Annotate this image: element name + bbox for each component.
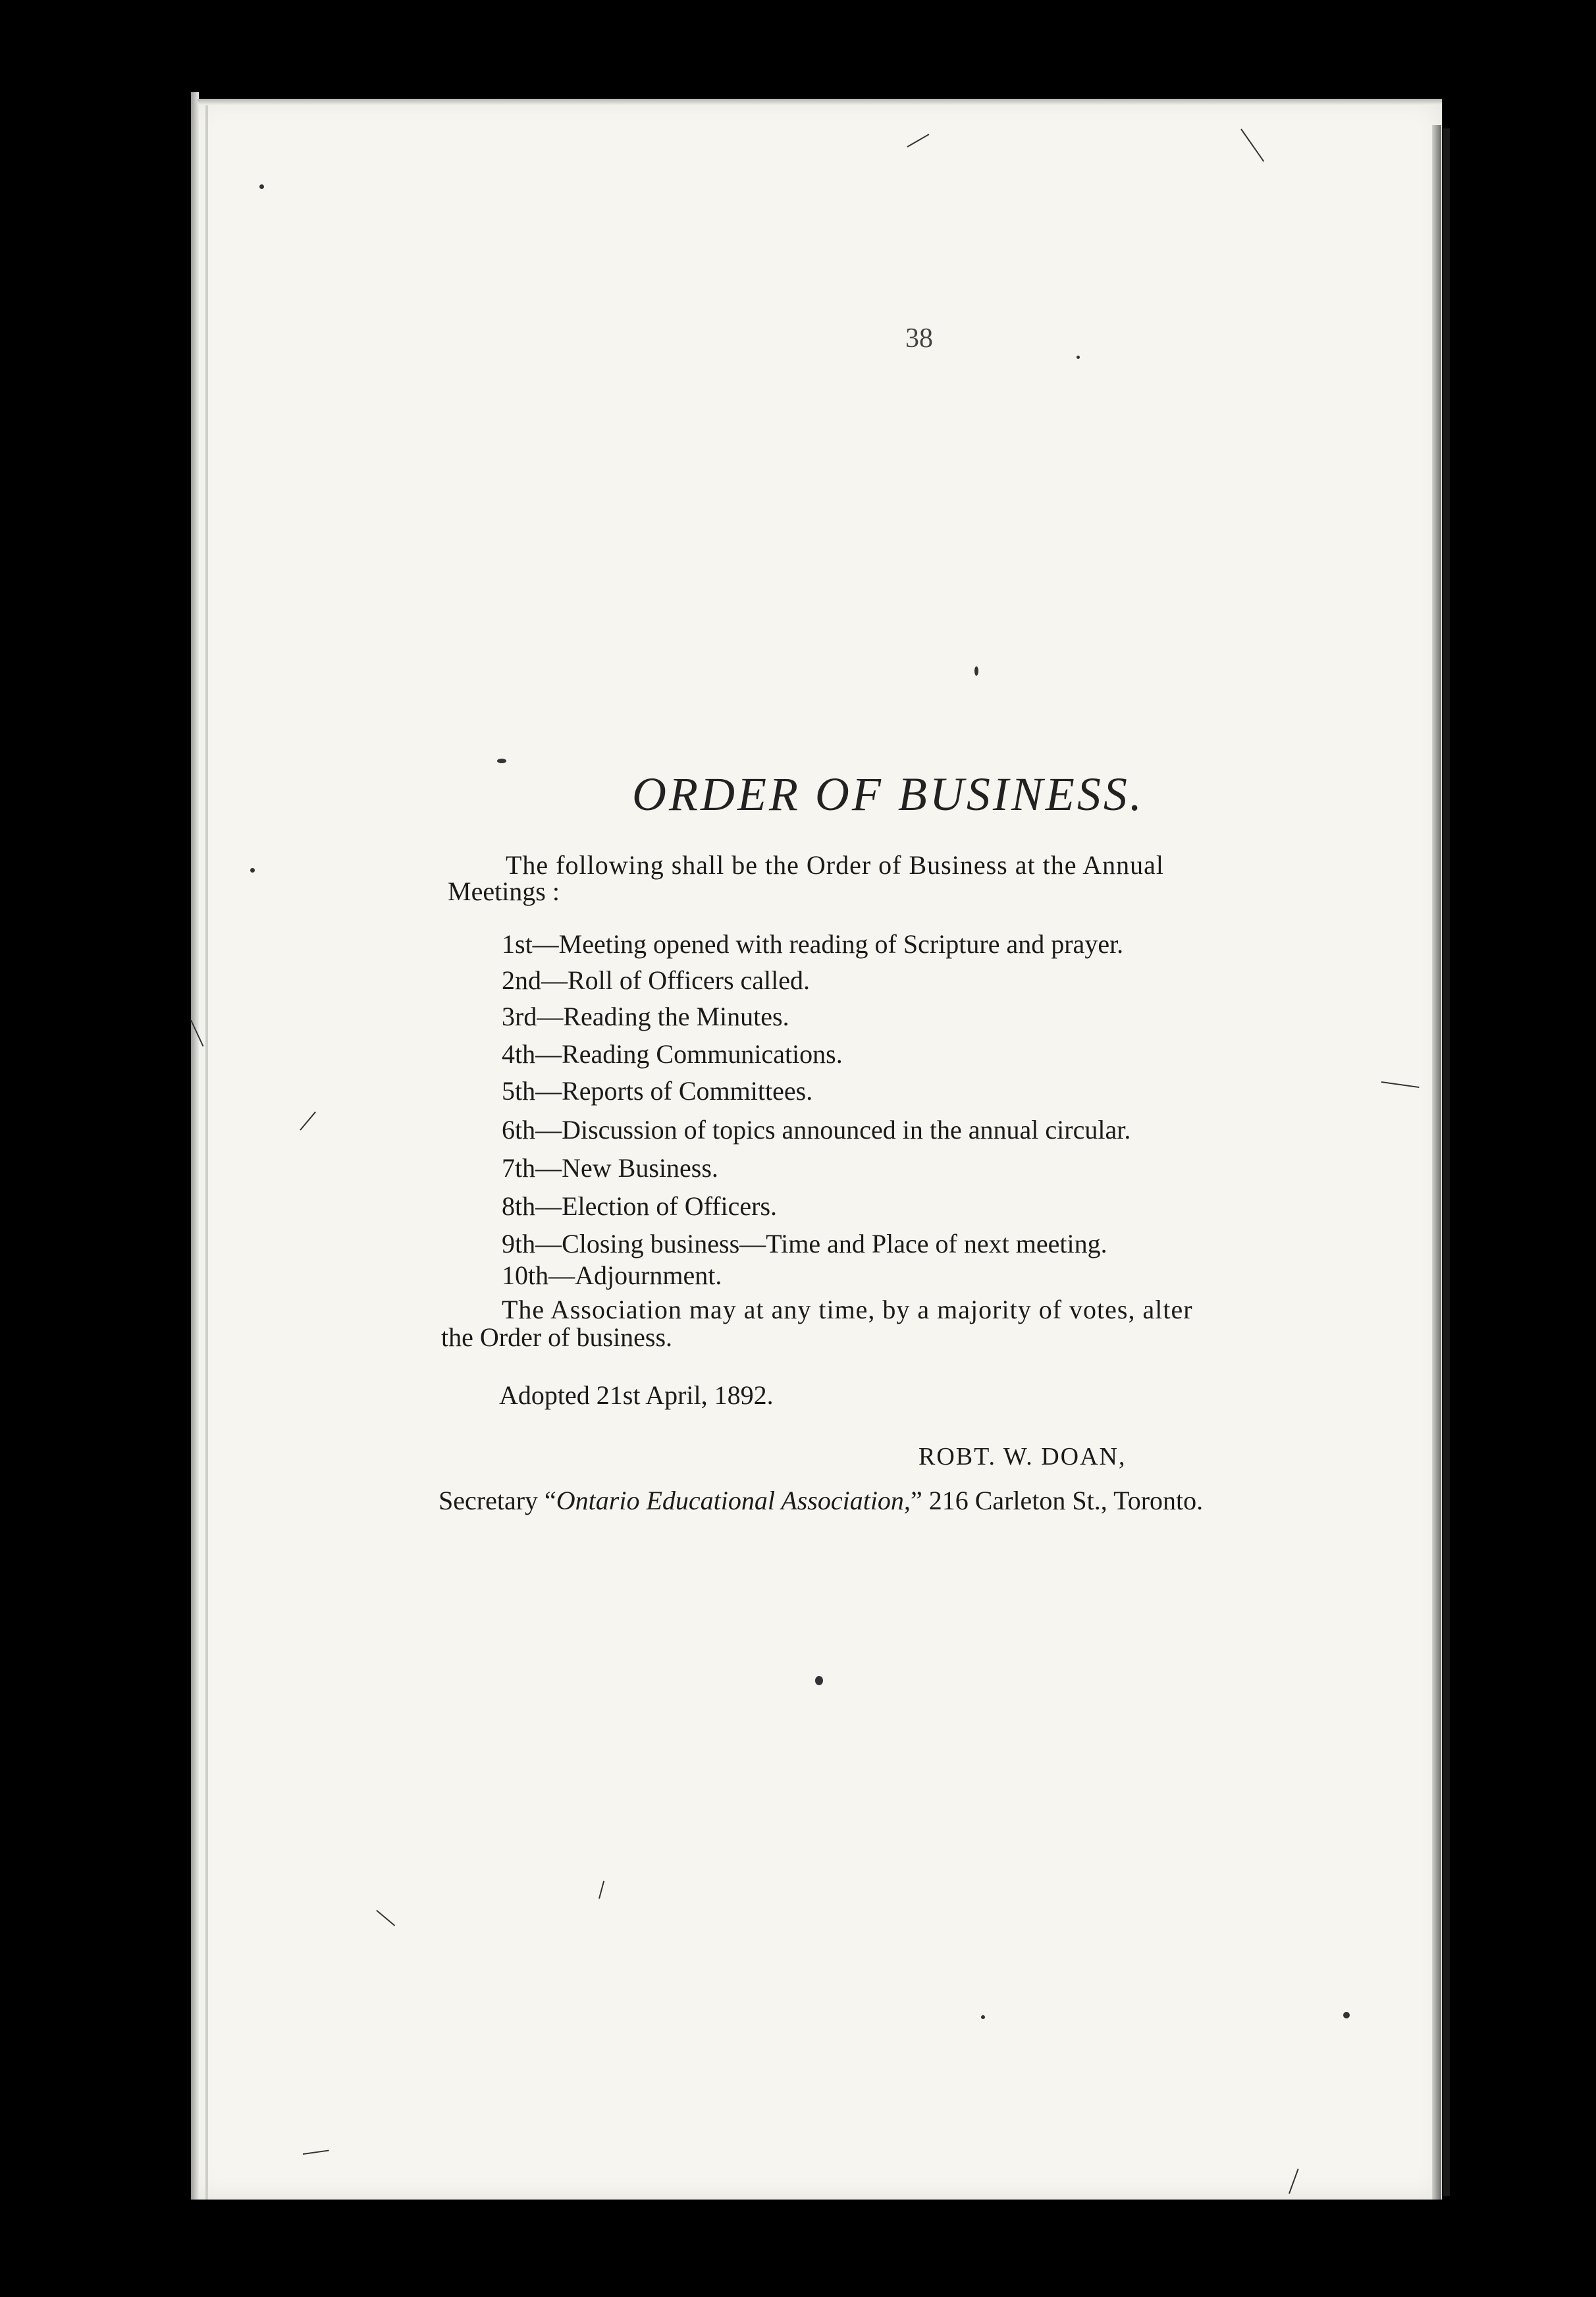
signer-name: ROBT. W. DOAN, — [918, 1443, 1127, 1471]
intro-line-1: The following shall be the Order of Business at the Annual — [506, 850, 1165, 880]
business-item-3: 3rd—Reading the Minutes. — [502, 1002, 789, 1031]
adoption-date: Adopted 21st April, 1892. — [499, 1380, 774, 1410]
page-number: 38 — [905, 323, 933, 354]
scan-speck — [974, 666, 978, 676]
business-item-6: 6th—Discussion of topics announced in the annual circular. — [502, 1115, 1131, 1145]
scan-speck — [815, 1676, 823, 1685]
page-heading: ORDER OF BUSINESS. — [632, 768, 1144, 821]
document-page — [191, 99, 1442, 2200]
page-top-edge — [198, 99, 1442, 105]
scan-speck — [259, 184, 264, 189]
scan-speck — [497, 759, 506, 763]
closing-line-1: The Association may at any time, by a majority of votes, alter — [502, 1295, 1193, 1324]
business-item-2: 2nd—Roll of Officers called. — [502, 965, 811, 995]
scan-speck — [981, 2015, 985, 2019]
business-item-10: 10th—Adjournment. — [502, 1260, 722, 1290]
secretary-address: ” 216 Carleton St., Toronto. — [910, 1486, 1204, 1515]
business-item-4: 4th—Reading Communications. — [502, 1039, 843, 1069]
business-item-8: 8th—Election of Officers. — [502, 1191, 778, 1221]
business-item-5: 5th—Reports of Committees. — [502, 1076, 813, 1106]
secretary-prefix: Secretary “ — [439, 1486, 556, 1515]
page-left-edge-inner — [205, 105, 208, 2200]
page-left-edge — [191, 92, 199, 2200]
closing-line-2: the Order of business. — [441, 1322, 673, 1352]
business-item-1: 1st—Meeting opened with reading of Scripture and prayer. — [502, 929, 1124, 959]
business-item-9: 9th—Closing business—Time and Place of next meeting. — [502, 1229, 1107, 1258]
scan-speck — [1077, 356, 1080, 359]
secretary-line — [439, 1485, 1203, 1516]
intro-line-2: Meetings : — [448, 877, 560, 906]
business-item-7: 7th—New Business. — [502, 1153, 718, 1183]
scan-speck — [1343, 2012, 1350, 2018]
page-binding-shadow — [1443, 128, 1450, 2196]
secretary-organization: Ontario Educational Association, — [556, 1486, 911, 1515]
scan-speck — [250, 868, 255, 873]
page-right-edge — [1432, 125, 1441, 2200]
